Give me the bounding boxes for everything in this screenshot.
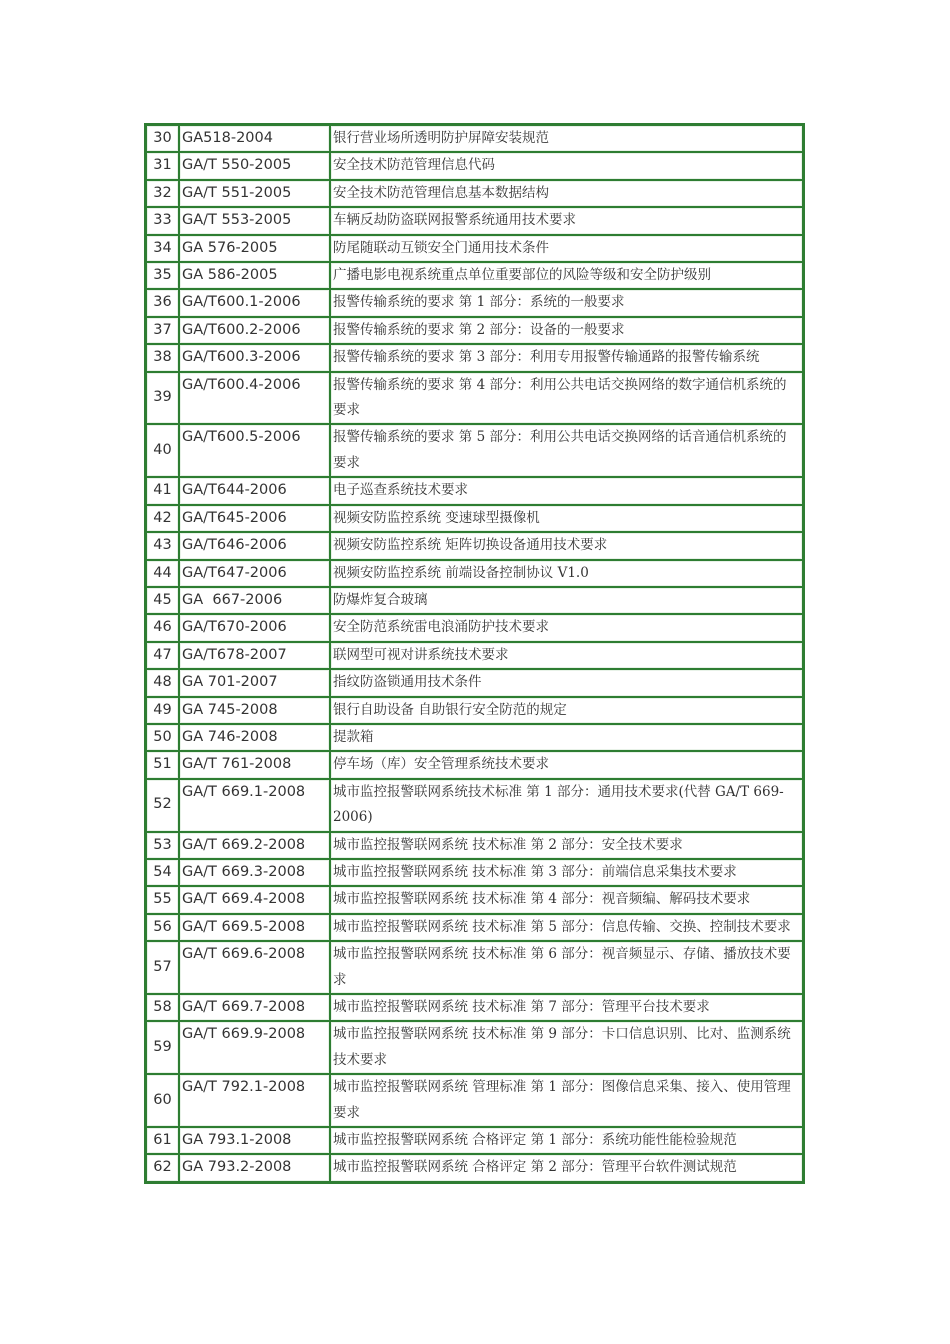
table-row: [146, 180, 803, 207]
standard-code: GA/T 669.7-2008: [179, 994, 330, 1021]
standard-title: 防尾随联动互锁安全门通用技术条件: [330, 235, 803, 262]
standard-title: 安全技术防范管理信息代码: [330, 152, 803, 179]
standard-title: 电子巡查系统技术要求: [330, 477, 803, 504]
table-row: [146, 477, 803, 504]
row-number: 62: [146, 1154, 179, 1181]
standard-title: 报警传输系统的要求 第 2 部分：设备的一般要求: [330, 317, 803, 344]
row-number: 57: [146, 941, 179, 994]
standard-title: 安全技术防范管理信息基本数据结构: [330, 180, 803, 207]
standard-code: GA/T600.5-2006: [179, 424, 330, 477]
standard-code: GA/T 551-2005: [179, 180, 330, 207]
standard-code: GA/T646-2006: [179, 532, 330, 559]
standard-code: GA/T645-2006: [179, 505, 330, 532]
table-row: [146, 1021, 803, 1074]
row-number: 51: [146, 751, 179, 778]
row-number: 55: [146, 886, 179, 913]
row-number: 31: [146, 152, 179, 179]
row-number: 38: [146, 344, 179, 371]
table-row: [146, 152, 803, 179]
standard-code: GA/T600.1-2006: [179, 289, 330, 316]
table-row: [146, 317, 803, 344]
table-row: [146, 505, 803, 532]
standard-title: 银行自助设备 自助银行安全防范的规定: [330, 697, 803, 724]
table-row: [146, 532, 803, 559]
row-number: 56: [146, 914, 179, 941]
standard-code: GA/T 669.3-2008: [179, 859, 330, 886]
standard-title: 联网型可视对讲系统技术要求: [330, 642, 803, 669]
row-number: 60: [146, 1074, 179, 1127]
row-number: 41: [146, 477, 179, 504]
standard-title: 停车场（库）安全管理系统技术要求: [330, 751, 803, 778]
standard-title: 城市监控报警联网系统 技术标准 第 4 部分：视音频编、解码技术要求: [330, 886, 803, 913]
standard-title: 报警传输系统的要求 第 3 部分：利用专用报警传输通路的报警传输系统: [330, 344, 803, 371]
table-row: [146, 344, 803, 371]
table-row: [146, 207, 803, 234]
row-number: 50: [146, 724, 179, 751]
table-row: [146, 1074, 803, 1127]
standard-title: 车辆反劫防盗联网报警系统通用技术要求: [330, 207, 803, 234]
standard-code: GA/T678-2007: [179, 642, 330, 669]
row-number: 40: [146, 424, 179, 477]
standards-table: [144, 123, 805, 1184]
row-number: 53: [146, 832, 179, 859]
standard-title: 视频安防监控系统 前端设备控制协议 V1.0: [330, 560, 803, 587]
row-number: 33: [146, 207, 179, 234]
row-number: 37: [146, 317, 179, 344]
table-row: [146, 1127, 803, 1154]
standard-code: GA/T600.4-2006: [179, 372, 330, 425]
row-number: 59: [146, 1021, 179, 1074]
table-row: [146, 994, 803, 1021]
standard-code: GA518-2004: [179, 125, 330, 152]
standard-code: GA/T 669.2-2008: [179, 832, 330, 859]
standard-title: 城市监控报警联网系统 管理标准 第 1 部分：图像信息采集、接入、使用管理要求: [330, 1074, 803, 1127]
table-row: [146, 614, 803, 641]
table-row: [146, 372, 803, 425]
table-row: [146, 1154, 803, 1181]
table-row: [146, 262, 803, 289]
standard-title: 城市监控报警联网系统 技术标准 第 5 部分：信息传输、交换、控制技术要求: [330, 914, 803, 941]
standard-title: 指纹防盗锁通用技术条件: [330, 669, 803, 696]
standard-code: GA/T600.2-2006: [179, 317, 330, 344]
table-row: [146, 125, 803, 152]
table-row: [146, 914, 803, 941]
standard-code: GA/T 669.1-2008: [179, 779, 330, 832]
row-number: 42: [146, 505, 179, 532]
row-number: 35: [146, 262, 179, 289]
standard-title: 安全防范系统雷电浪涌防护技术要求: [330, 614, 803, 641]
standard-title: 城市监控报警联网系统 合格评定 第 2 部分：管理平台软件测试规范: [330, 1154, 803, 1181]
row-number: 46: [146, 614, 179, 641]
row-number: 52: [146, 779, 179, 832]
table-row: [146, 697, 803, 724]
table-row: [146, 859, 803, 886]
standard-code: GA/T 669.6-2008: [179, 941, 330, 994]
row-number: 45: [146, 587, 179, 614]
standard-title: 报警传输系统的要求 第 5 部分：利用公共电话交换网络的话音通信机系统的要求: [330, 424, 803, 477]
row-number: 49: [146, 697, 179, 724]
standard-title: 报警传输系统的要求 第 1 部分：系统的一般要求: [330, 289, 803, 316]
table-row: [146, 642, 803, 669]
table-row: [146, 832, 803, 859]
standard-title: 城市监控报警联网系统 合格评定 第 1 部分：系统功能性能检验规范: [330, 1127, 803, 1154]
standard-title: 广播电影电视系统重点单位重要部位的风险等级和安全防护级别: [330, 262, 803, 289]
standard-code: GA 793.1-2008: [179, 1127, 330, 1154]
standard-title: 防爆炸复合玻璃: [330, 587, 803, 614]
standard-code: GA/T 761-2008: [179, 751, 330, 778]
row-number: 34: [146, 235, 179, 262]
standard-code: GA/T670-2006: [179, 614, 330, 641]
row-number: 47: [146, 642, 179, 669]
standard-code: GA 793.2-2008: [179, 1154, 330, 1181]
row-number: 44: [146, 560, 179, 587]
table-row: [146, 587, 803, 614]
standard-title: 报警传输系统的要求 第 4 部分：利用公共电话交换网络的数字通信机系统的要求: [330, 372, 803, 425]
standard-code: GA/T 669.4-2008: [179, 886, 330, 913]
table-row: [146, 560, 803, 587]
standard-code: GA/T 669.9-2008: [179, 1021, 330, 1074]
standard-title: 视频安防监控系统 矩阵切换设备通用技术要求: [330, 532, 803, 559]
table-row: [146, 235, 803, 262]
row-number: 39: [146, 372, 179, 425]
standard-code: GA/T 550-2005: [179, 152, 330, 179]
standard-code: GA 576-2005: [179, 235, 330, 262]
standard-code: GA/T 669.5-2008: [179, 914, 330, 941]
standards-table-body: [146, 125, 803, 1182]
table-row: [146, 751, 803, 778]
standard-title: 城市监控报警联网系统 技术标准 第 2 部分：安全技术要求: [330, 832, 803, 859]
standard-title: 城市监控报警联网系统 技术标准 第 7 部分：管理平台技术要求: [330, 994, 803, 1021]
standard-title: 银行营业场所透明防护屏障安装规范: [330, 125, 803, 152]
standard-title: 提款箱: [330, 724, 803, 751]
table-row: [146, 289, 803, 316]
table-row: [146, 941, 803, 994]
standard-title: 视频安防监控系统 变速球型摄像机: [330, 505, 803, 532]
table-row: [146, 724, 803, 751]
table-row: [146, 424, 803, 477]
table-row: [146, 886, 803, 913]
standard-code: GA/T 553-2005: [179, 207, 330, 234]
row-number: 58: [146, 994, 179, 1021]
row-number: 61: [146, 1127, 179, 1154]
table-row: [146, 669, 803, 696]
row-number: 30: [146, 125, 179, 152]
standard-title: 城市监控报警联网系统 技术标准 第 3 部分：前端信息采集技术要求: [330, 859, 803, 886]
row-number: 48: [146, 669, 179, 696]
standard-code: GA 701-2007: [179, 669, 330, 696]
standard-code: GA 586-2005: [179, 262, 330, 289]
standard-title: 城市监控报警联网系统技术标准 第 1 部分：通用技术要求(代替 GA/T 669-2006): [330, 779, 803, 832]
table-row: [146, 779, 803, 832]
row-number: 36: [146, 289, 179, 316]
standard-title: 城市监控报警联网系统 技术标准 第 9 部分：卡口信息识别、比对、监测系统技术要求: [330, 1021, 803, 1074]
row-number: 54: [146, 859, 179, 886]
standard-title: 城市监控报警联网系统 技术标准 第 6 部分：视音频显示、存储、播放技术要求: [330, 941, 803, 994]
standard-code: GA 667-2006: [179, 587, 330, 614]
standard-code: GA/T600.3-2006: [179, 344, 330, 371]
standard-code: GA 745-2008: [179, 697, 330, 724]
standard-code: GA/T644-2006: [179, 477, 330, 504]
row-number: 43: [146, 532, 179, 559]
standard-code: GA/T 792.1-2008: [179, 1074, 330, 1127]
row-number: 32: [146, 180, 179, 207]
standard-code: GA/T647-2006: [179, 560, 330, 587]
standard-code: GA 746-2008: [179, 724, 330, 751]
